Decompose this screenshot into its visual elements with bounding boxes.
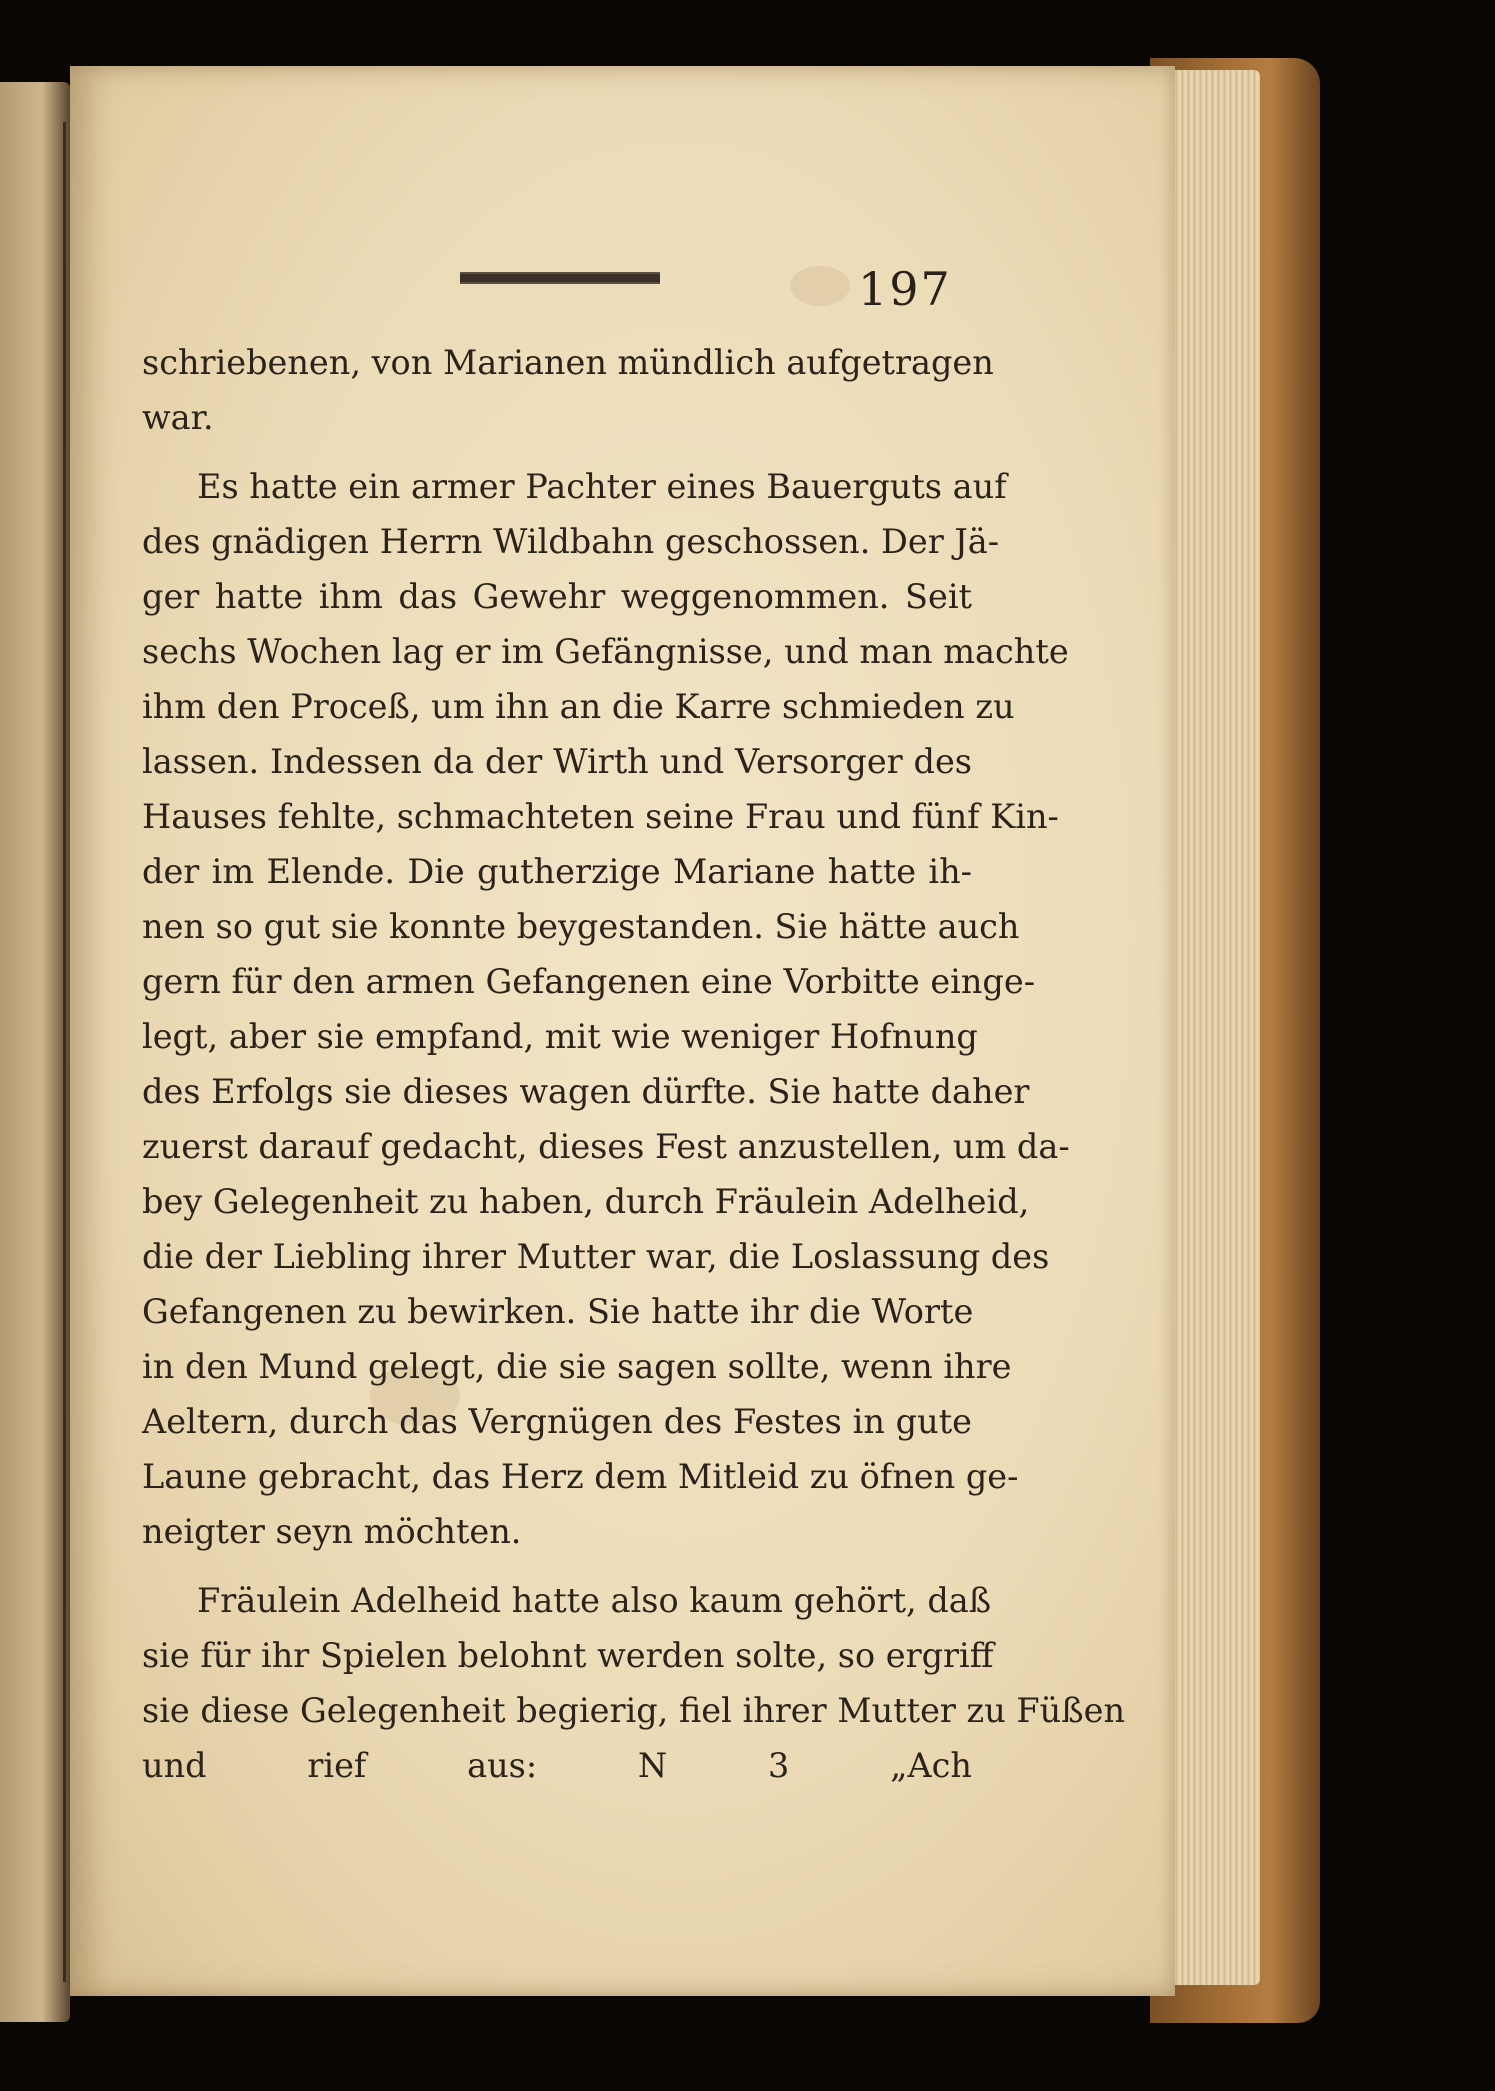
- text-line: war.: [142, 398, 214, 437]
- text-line: ihm den Proceß, um ihn an die Karre schmieden zu: [142, 687, 1015, 726]
- text-line: Laune gebracht, das Herz dem Mitleid zu öfnen ge-: [142, 1457, 1019, 1496]
- left-page-edge: [0, 82, 70, 2022]
- text-line: nen so gut sie konnte beygestanden. Sie hätte auch: [142, 907, 1020, 946]
- page-edges: [1160, 70, 1260, 1985]
- header-rule: [460, 272, 660, 284]
- text-line: Aeltern, durch das Vergnügen des Festes in gute: [142, 1402, 972, 1441]
- page-number: 197: [858, 262, 952, 316]
- text-line: in den Mund gelegt, die sie sagen sollte, wenn ihre: [142, 1347, 1012, 1386]
- text-line: schriebenen, von Marianen mündlich aufgetragen: [142, 343, 994, 382]
- signature-mark: N 3: [637, 1746, 790, 1785]
- text-line: sechs Wochen lag er im Gefängnisse, und man machte: [142, 632, 1069, 671]
- text-line: zuerst darauf gedacht, dieses Fest anzustellen, um da-: [142, 1127, 1070, 1166]
- catchword: „Ach: [890, 1746, 972, 1785]
- gutter-line: [63, 122, 66, 1982]
- text-line: sie diese Gelegenheit begierig, fiel ihrer Mutter zu Füßen: [142, 1691, 1126, 1730]
- text-line: die der Liebling ihrer Mutter war, die Loslassung des: [142, 1237, 1050, 1276]
- text-line: ger hatte ihm das Gewehr weggenommen. Seit: [142, 577, 972, 616]
- text-line: sie für ihr Spielen belohnt werden solte, so ergriff: [142, 1636, 994, 1675]
- text-line: des gnädigen Herrn Wildbahn geschossen. Der Jä-: [142, 522, 1000, 561]
- paper-stain: [790, 266, 850, 306]
- text-line: bey Gelegenheit zu haben, durch Fräulein Adelheid,: [142, 1182, 1030, 1221]
- text-line: Hauses fehlte, schmachteten seine Frau und fünf Kin-: [142, 797, 1059, 836]
- last-line-text: und rief aus:: [142, 1746, 538, 1785]
- text-line: Fräulein Adelheid hatte also kaum gehört, daß: [197, 1581, 992, 1620]
- footer-line: [142, 1738, 972, 1793]
- body-text: [142, 335, 1126, 1793]
- text-line: des Erfolgs sie dieses wagen dürfte. Sie hatte daher: [142, 1072, 1030, 1111]
- text-line: neigter seyn möchten.: [142, 1512, 522, 1551]
- text-line: gern für den armen Gefangenen eine Vorbitte einge-: [142, 962, 1036, 1001]
- text-line: lassen. Indessen da der Wirth und Versorger des: [142, 742, 972, 781]
- text-line: Es hatte ein armer Pachter eines Bauerguts auf: [197, 467, 1007, 506]
- text-line: legt, aber sie empfand, mit wie weniger Hofnung: [142, 1017, 978, 1056]
- text-line: Gefangenen zu bewirken. Sie hatte ihr die Worte: [142, 1292, 974, 1331]
- text-line: der im Elende. Die gutherzige Mariane hatte ih-: [142, 852, 972, 891]
